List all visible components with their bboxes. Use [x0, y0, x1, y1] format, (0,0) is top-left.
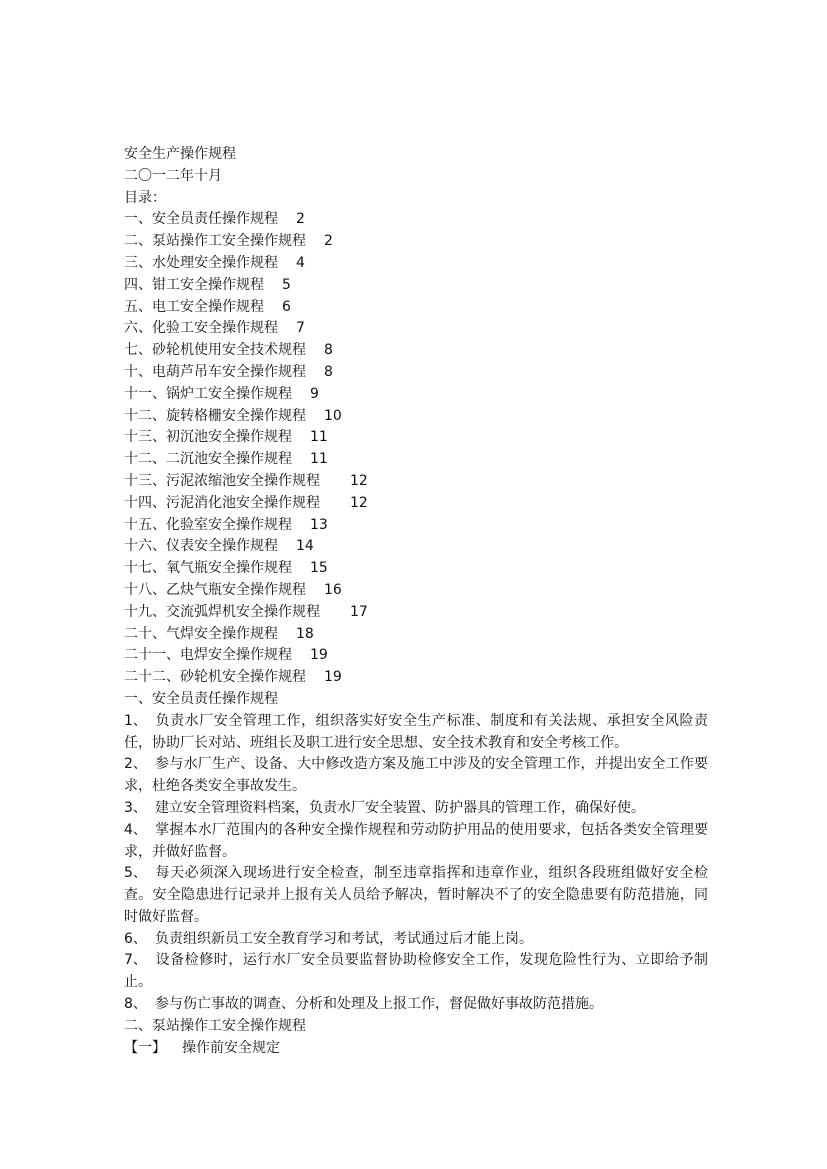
toc-entry-page: 17 [350, 603, 368, 620]
list-item-number: 6、 [124, 930, 147, 947]
toc-entry-label: 二、泵站操作工安全操作规程 [124, 233, 306, 250]
toc-entry [124, 209, 708, 231]
toc-entry-label: 十一、锅炉工安全操作规程 [124, 385, 292, 402]
toc-entry [124, 297, 708, 319]
document-date: 二〇一二年十月 [124, 167, 222, 184]
toc-entry-page: 12 [350, 494, 368, 511]
document-page [124, 144, 708, 1059]
toc-entry-label: 七、砂轮机使用安全技术规程 [124, 342, 306, 359]
section-1-heading: 一、安全员责任操作规程 [124, 690, 278, 707]
list-item-text: 掌握本水厂范围内的各种安全操作规程和劳动防护用品的使用要求，包括各类安全管理要求，并做好监督。 [124, 821, 708, 860]
toc-heading: 目录： [124, 189, 166, 206]
table-of-contents [124, 209, 708, 689]
list-item-number: 2、 [124, 756, 147, 773]
toc-entry-page: 9 [310, 385, 319, 402]
list-item-number: 4、 [124, 821, 147, 838]
list-item-text: 参与水厂生产、设备、大中修改造方案及施工中涉及的安全管理工作，并提出安全工作要求，杜绝各类安全事故发生。 [124, 756, 708, 795]
toc-entry [124, 449, 708, 471]
toc-entry [124, 515, 708, 537]
toc-entry-label: 十四、污泥消化池安全操作规程 [124, 494, 320, 511]
toc-entry-label: 十二、旋转格栅安全操作规程 [124, 407, 306, 424]
toc-entry-label: 十六、仪表安全操作规程 [124, 538, 278, 555]
list-item-text: 建立安全管理资料档案，负责水厂安全装置、防护器具的管理工作，确保好使。 [155, 799, 645, 816]
toc-entry-page: 12 [350, 472, 368, 489]
list-item-text: 负责组织新员工安全教育学习和考试，考试通过后才能上岗。 [155, 930, 533, 947]
list-item-number: 8、 [124, 996, 147, 1013]
toc-entry-page: 11 [310, 451, 328, 468]
list-item [124, 929, 708, 951]
toc-entry-page: 6 [282, 298, 291, 315]
toc-entry-page: 19 [324, 669, 342, 686]
toc-entry-label: 二十、气焊安全操作规程 [124, 625, 278, 642]
toc-entry [124, 406, 708, 428]
toc-entry-label: 二十一、电焊安全操作规程 [124, 647, 292, 664]
list-item [124, 994, 708, 1016]
toc-entry [124, 667, 708, 689]
toc-entry [124, 536, 708, 558]
list-item-number: 1、 [124, 712, 147, 729]
toc-entry [124, 253, 708, 275]
section-2-subheading [124, 1038, 708, 1060]
toc-entry-page: 16 [324, 581, 342, 598]
toc-entry-page: 15 [310, 560, 328, 577]
section-1-items [124, 711, 708, 1016]
toc-entry-label: 二十二、砂轮机安全操作规程 [124, 669, 306, 686]
toc-entry [124, 493, 708, 515]
toc-entry-label: 十三、初沉池安全操作规程 [124, 429, 292, 446]
subheading-tag: 【一】 [124, 1039, 166, 1056]
list-item-number: 5、 [124, 865, 147, 882]
toc-entry-page: 2 [296, 211, 305, 228]
toc-entry-page: 11 [310, 429, 328, 446]
document-title: 安全生产操作规程 [124, 146, 236, 162]
toc-entry [124, 427, 708, 449]
toc-entry [124, 645, 708, 667]
toc-entry-label: 十二、二沉池安全操作规程 [124, 451, 292, 468]
toc-entry-page: 7 [296, 320, 305, 337]
list-item-text: 设备检修时，运行水厂安全员要监督协助检修安全工作，发现危险性行为、立即给予制止。 [124, 952, 708, 991]
toc-entry-label: 五、电工安全操作规程 [124, 298, 264, 315]
toc-entry [124, 624, 708, 646]
section-2-heading: 二、泵站操作工安全操作规程 [124, 1017, 306, 1034]
toc-entry [124, 362, 708, 384]
subheading-text: 操作前安全规定 [182, 1039, 280, 1056]
toc-entry [124, 231, 708, 253]
list-item-number: 3、 [124, 799, 147, 816]
toc-entry [124, 558, 708, 580]
toc-entry-label: 十、电葫芦吊车安全操作规程 [124, 363, 306, 380]
list-item [124, 863, 708, 928]
toc-entry-label: 四、钳工安全操作规程 [124, 276, 264, 293]
toc-entry-label: 十五、化验室安全操作规程 [124, 516, 292, 533]
toc-entry [124, 471, 708, 493]
toc-entry-page: 13 [310, 516, 328, 533]
toc-entry [124, 318, 708, 340]
toc-entry-label: 三、水处理安全操作规程 [124, 254, 278, 271]
toc-entry-label: 十三、污泥浓缩池安全操作规程 [124, 472, 320, 489]
toc-entry-page: 19 [310, 647, 328, 664]
toc-entry-page: 18 [296, 625, 314, 642]
list-item-text: 每天必须深入现场进行安全检查，制至违章指挥和违章作业，组织各段班组做好安全检查。安全隐患进行记录并上报有关人员给予解决，暂时解决不了的安全隐患要有防范措施，同时做好监督。 [124, 865, 708, 925]
list-item [124, 820, 708, 864]
toc-entry [124, 340, 708, 362]
toc-entry-page: 8 [324, 363, 333, 380]
toc-entry [124, 384, 708, 406]
list-item [124, 950, 708, 994]
toc-entry-label: 一、安全员责任操作规程 [124, 211, 278, 228]
toc-entry-label: 六、化验工安全操作规程 [124, 320, 278, 337]
toc-entry-label: 十八、乙炔气瓶安全操作规程 [124, 581, 306, 598]
toc-entry [124, 602, 708, 624]
toc-entry-page: 8 [324, 342, 333, 359]
toc-entry-label: 十七、氧气瓶安全操作规程 [124, 560, 292, 577]
list-item-number: 7、 [124, 952, 147, 969]
toc-entry [124, 580, 708, 602]
list-item [124, 754, 708, 798]
list-item [124, 798, 708, 820]
list-item-text: 参与伤亡事故的调查、分析和处理及上报工作，督促做好事故防范措施。 [155, 996, 603, 1013]
toc-entry-label: 十九、交流弧焊机安全操作规程 [124, 603, 320, 620]
list-item [124, 711, 708, 755]
toc-entry-page: 2 [324, 233, 333, 250]
toc-entry-page: 10 [324, 407, 342, 424]
toc-entry-page: 4 [296, 254, 305, 271]
list-item-text: 负责水厂安全管理工作，组织落实好安全生产标准、制度和有关法规、承担安全风险责任，协助厂长对站、班组长及职工进行安全思想、安全技术教育和安全考核工作。 [124, 712, 708, 751]
toc-entry [124, 275, 708, 297]
toc-entry-page: 14 [296, 538, 314, 555]
toc-entry-page: 5 [282, 276, 291, 293]
